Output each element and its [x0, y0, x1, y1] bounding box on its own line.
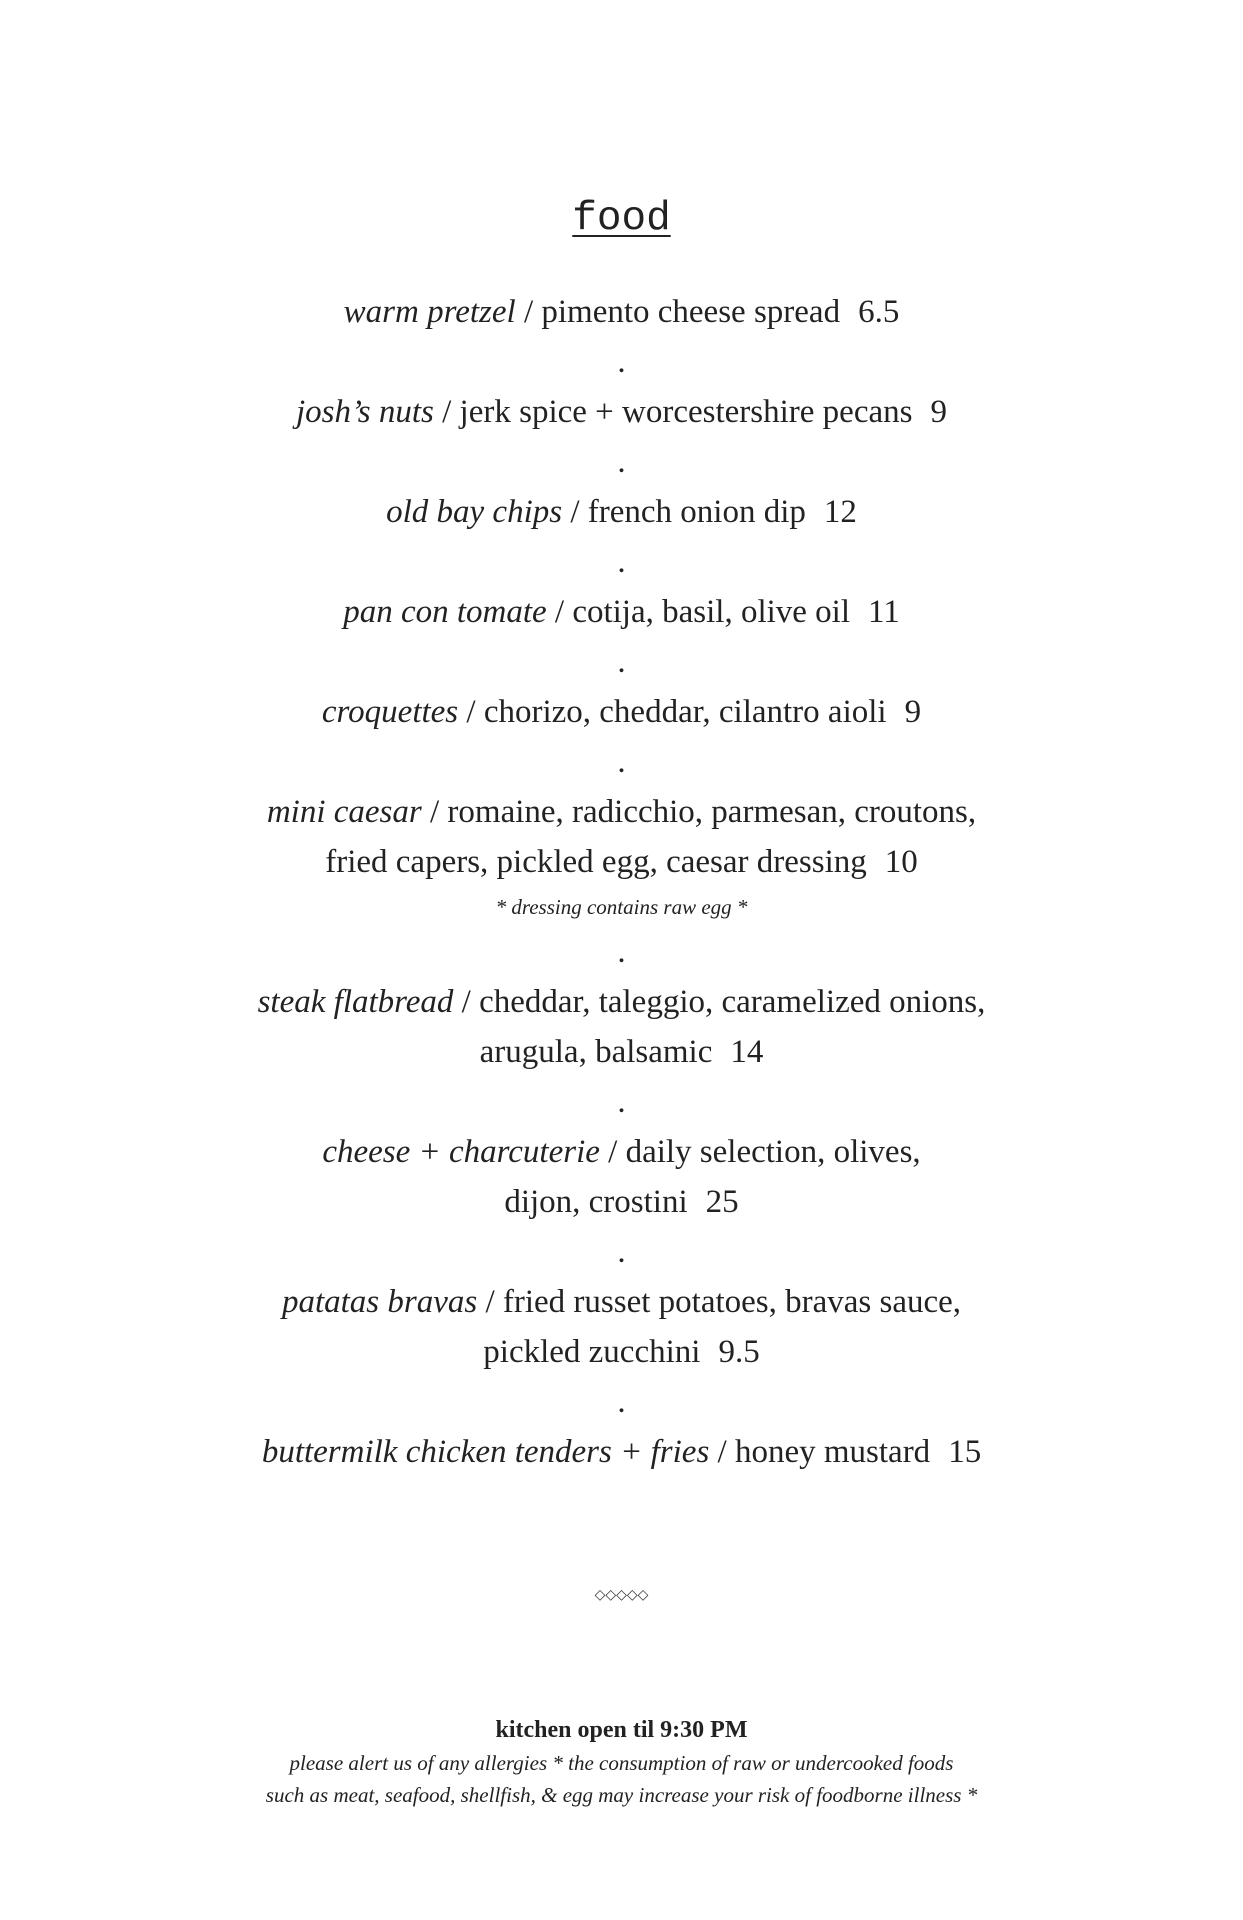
menu-item-name: warm pretzel — [343, 294, 516, 330]
menu-item-description: / chorizo, cheddar, cilantro aioli — [458, 694, 887, 730]
menu-item-name: pan con tomate — [343, 594, 547, 630]
menu-item-description: / fried russet potatoes, bravas sauce, — [477, 1284, 962, 1320]
item-separator: . — [617, 544, 626, 580]
menu-item-description: arugula, balsamic — [479, 1034, 713, 1070]
menu-item-line — [0, 787, 1243, 837]
menu-item-name: patatas bravas — [281, 1284, 478, 1320]
menu-item-description: / romaine, radicchio, parmesan, croutons, — [421, 794, 977, 830]
menu-items-list — [0, 287, 1243, 1477]
menu-item-description: / french onion dip — [562, 494, 806, 530]
menu-item — [0, 1277, 1243, 1377]
menu-item-name: croquettes — [321, 694, 459, 730]
menu-item-name: steak flatbread — [257, 984, 454, 1020]
menu-item-name: buttermilk chicken tenders + fries — [261, 1434, 710, 1470]
menu-item-line — [0, 487, 1243, 537]
menu-item — [0, 387, 1243, 437]
menu-item — [0, 487, 1243, 537]
menu-item — [0, 977, 1243, 1077]
menu-item-line — [0, 687, 1243, 737]
item-separator: . — [617, 1084, 626, 1120]
menu-item-name: mini caesar — [266, 794, 422, 830]
menu-item-note: * dressing contains raw egg * — [495, 895, 748, 919]
menu-item-description: pickled zucchini — [483, 1334, 701, 1370]
item-separator: . — [617, 644, 626, 680]
menu-item-line — [0, 287, 1243, 337]
menu-item-description: / cotija, basil, olive oil — [546, 594, 851, 630]
menu-item-name: cheese + charcuterie — [322, 1134, 600, 1170]
menu-item — [0, 587, 1243, 637]
menu-item — [0, 787, 1243, 927]
menu-item-line — [0, 977, 1243, 1027]
menu-item-description: fried capers, pickled egg, caesar dressing — [325, 844, 867, 880]
menu-item-description: dijon, crostini — [504, 1184, 688, 1220]
menu-item-price: 6.5 — [858, 294, 900, 330]
kitchen-hours: kitchen open til 9:30 PM — [495, 1717, 748, 1743]
menu-item-line — [0, 1277, 1243, 1327]
menu-item-line — [0, 1327, 1243, 1377]
menu-item-price: 12 — [823, 494, 857, 530]
menu-item-line — [0, 1427, 1243, 1477]
menu-item-line — [0, 837, 1243, 887]
menu-item-line — [0, 1127, 1243, 1177]
menu-item-line — [0, 587, 1243, 637]
menu-item-price: 25 — [705, 1184, 739, 1220]
menu-footer — [0, 1713, 1243, 1811]
menu-item — [0, 687, 1243, 737]
menu-item-name: old bay chips — [386, 494, 563, 530]
menu-item-description: / cheddar, taleggio, caramelized onions, — [453, 984, 986, 1020]
menu-item-price: 10 — [884, 844, 918, 880]
menu-title: food — [572, 196, 671, 242]
menu-item — [0, 1127, 1243, 1227]
item-separator: . — [617, 444, 626, 480]
menu-item-line — [0, 1177, 1243, 1227]
menu-item-line — [0, 387, 1243, 437]
item-separator: . — [617, 934, 626, 970]
menu-item-price: 15 — [948, 1434, 982, 1470]
diamond-divider-icon: ◇◇◇◇◇ — [594, 1588, 649, 1603]
menu-item-description: / honey mustard — [709, 1434, 931, 1470]
allergy-notice-line-2: such as meat, seafood, shellfish, & egg may increase your risk of foodborne illness * — [265, 1783, 978, 1807]
item-separator: . — [617, 344, 626, 380]
menu-item-price: 11 — [868, 594, 900, 630]
menu-item — [0, 287, 1243, 337]
allergy-notice-line-1: please alert us of any allergies * the consumption of raw or undercooked foods — [289, 1751, 954, 1775]
menu-item-name: josh’s nuts — [296, 394, 434, 430]
menu-item-price: 9 — [904, 694, 922, 730]
menu-item-price: 9.5 — [718, 1334, 760, 1370]
item-separator: . — [617, 1234, 626, 1270]
menu-item-price: 14 — [730, 1034, 764, 1070]
menu-item-line — [0, 1027, 1243, 1077]
menu-item-description: / daily selection, olives, — [599, 1134, 921, 1170]
item-separator: . — [617, 744, 626, 780]
item-separator: . — [617, 1384, 626, 1420]
menu-item-description: / jerk spice + worcestershire pecans — [433, 394, 913, 430]
menu-item — [0, 1427, 1243, 1477]
menu-item-description: / pimento cheese spread — [515, 294, 841, 330]
menu-item-price: 9 — [930, 394, 947, 430]
